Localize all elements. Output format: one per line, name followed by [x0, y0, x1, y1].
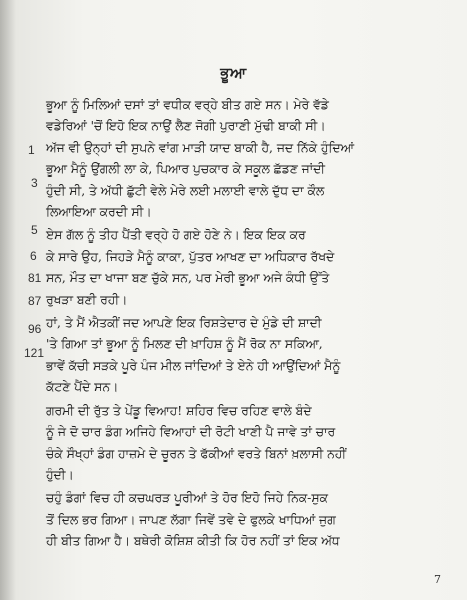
margin-note: 3	[31, 176, 38, 190]
paragraph: ਭੂਆ ਨੂੰ ਮਿਲਿਆਂ ਦਸਾਂ ਤਾਂ ਵਧੀਕ ਵਰ੍ਹੇ ਬੀਤ ਗਏ ਸਨ। ਮੇਰੇ ਵੱਡੇ ਵਡੇਰਿਆਂ 'ਚੋਂ ਇਹੋ ਇਕ ਨਾਉਂ ਲੈਣ ਜੋਗੀ ਪੁਰਾਣੀ ਮੁੱਢੀ ਬਾਕੀ ਸੀ। ਅੱਜ ਵੀ ਉਨ੍ਹਾਂ ਦੀ ਸੁਪਨੇ ਵਾਂਗ ਮਾੜੀ ਯਾਦ ਬਾਕੀ ਹੈ, ਜਦ ਨਿੱਕੇ ਹੁੰਦਿਆਂ ਭੂਆ ਮੈਨੂੰ ਉਂਗਲੀ ਲਾ ਕੇ, ਪਿਆਰ ਪੁਚਕਾਰ ਕੇ ਸਕੂਲ ਛੱਡਣ ਜਾਂਦੀ ਹੁੰਦੀ ਸੀ, ਤੇ ਅੱਧੀ ਛੁੱਟੀ ਵੇਲੇ ਮੇਰੇ ਲਈ ਮਲਾਈ ਵਾਲੇ ਦੁੱਧ ਦਾ ਕੌਲ ਲਿਆਇਆ ਕਰਦੀ ਸੀ।	[46, 98, 354, 220]
margin-note: 121	[24, 346, 45, 360]
page-number: 7	[434, 573, 441, 586]
margin-note: 87	[28, 294, 42, 308]
chapter-title: ਭੂਆ	[220, 64, 247, 82]
paragraph: ਚਹੁੰ ਡੰਗਾਂ ਵਿਚ ਹੀ ਕਚਘਰੜ ਪੂਰੀਆਂ ਤੇ ਹੋਰ ਇਹੋ ਜਿਹੇ ਨਿਕ-ਸੁਕ ਤੋਂ ਦਿਲ ਭਰ ਗਿਆ। ਜਾਪਣ ਲੱਗਾ ਜਿਵੇਂ ਤਵੇ ਦੇ ਫੁਲਕੇ ਖਾਧਿਆਂ ਜੁਗ ਹੀ ਬੀਤ ਗਿਆ ਹੈ। ਬਥੇਰੀ ਕੋਸ਼ਿਸ਼ ਕੀਤੀ ਕਿ ਹੋਰ ਨਹੀਂ ਤਾਂ ਇਕ ਅੱਧ	[46, 491, 340, 549]
chapter-body	[46, 95, 464, 555]
margin-note: 5	[31, 223, 38, 237]
margin-note: 96	[28, 322, 42, 336]
paragraph: ਏਸ ਗੱਲ ਨੂੰ ਤੀਹ ਪੈਂਤੀ ਵਰ੍ਹੇ ਹੋ ਗਏ ਹੋਣੇ ਨੇ। ਇਕ ਇਕ ਕਰ ਕੇ ਸਾਰੇ ਉਹ, ਜਿਹੜੇ ਮੈਨੂੰ ਕਾਕਾ, ਪੁੱਤਰ ਆਖਣ ਦਾ ਅਧਿਕਾਰ ਰੱਖਦੇ ਸਨ, ਮੌਤ ਦਾ ਖਾਜਾ ਬਣ ਚੁੱਕੇ ਸਨ, ਪਰ ਮੇਰੀ ਭੂਆ ਅਜੇ ਕੰਧੀ ਉੱਤੇ ਰੁਖੜਾ ਬਣੀ ਰਹੀ।	[46, 228, 335, 307]
margin-note: 1	[28, 143, 35, 157]
paragraph: ਹਾਂ, ਤੇ ਮੈਂ ਐਤਕੀਂ ਜਦ ਆਪਣੇ ਇਕ ਰਿਸ਼ਤੇਦਾਰ ਦੇ ਮੁੰਡੇ ਦੀ ਸ਼ਾਦੀ 'ਤੇ ਗਿਆ ਤਾਂ ਭੂਆ ਨੂੰ ਮਿਲਣ ਦੀ ਖ਼ਾਹਿਸ਼ ਨੂੰ ਮੈਂ ਰੋਕ ਨਾ ਸਕਿਆ, ਭਾਵੇਂ ਕੱਚੀ ਸੜਕੇ ਪੂਰੇ ਪੰਜ ਮੀਲ ਜਾਂਦਿਆਂ ਤੇ ਏਨੇ ਹੀ ਆਉਂਦਿਆਂ ਮੈਨੂੰ ਕੱਟਣੇ ਪੈਂਦੇ ਸਨ।	[46, 316, 341, 395]
margin-notes	[0, 0, 46, 600]
margin-note: 81	[28, 271, 42, 285]
margin-note: 6	[30, 249, 37, 263]
paragraph: ਗਰਮੀ ਦੀ ਰੁੱਤ ਤੇ ਪੇਂਡੂ ਵਿਆਹ! ਸ਼ਹਿਰ ਵਿਚ ਰਹਿਣ ਵਾਲੇ ਬੰਦੇ ਨੂੰ ਜੇ ਦੋ ਚਾਰ ਡੰਗ ਅਜਿਹੇ ਵਿਆਹਾਂ ਦੀ ਰੋਟੀ ਖਾਣੀ ਪੈ ਜਾਵੇ ਤਾਂ ਚਾਰ ਚੰਕੇ ਸੌਖ੍ਹਾਂ ਡੰਗ ਹਾਜ਼ਮੇ ਦੇ ਚੂਰਨ ਤੇ ਫੱਕੀਆਂ ਵਰਤੇ ਬਿਨਾਂ ਖ਼ਲਾਸੀ ਨਹੀਂ ਹੁੰਦੀ।	[46, 403, 347, 482]
